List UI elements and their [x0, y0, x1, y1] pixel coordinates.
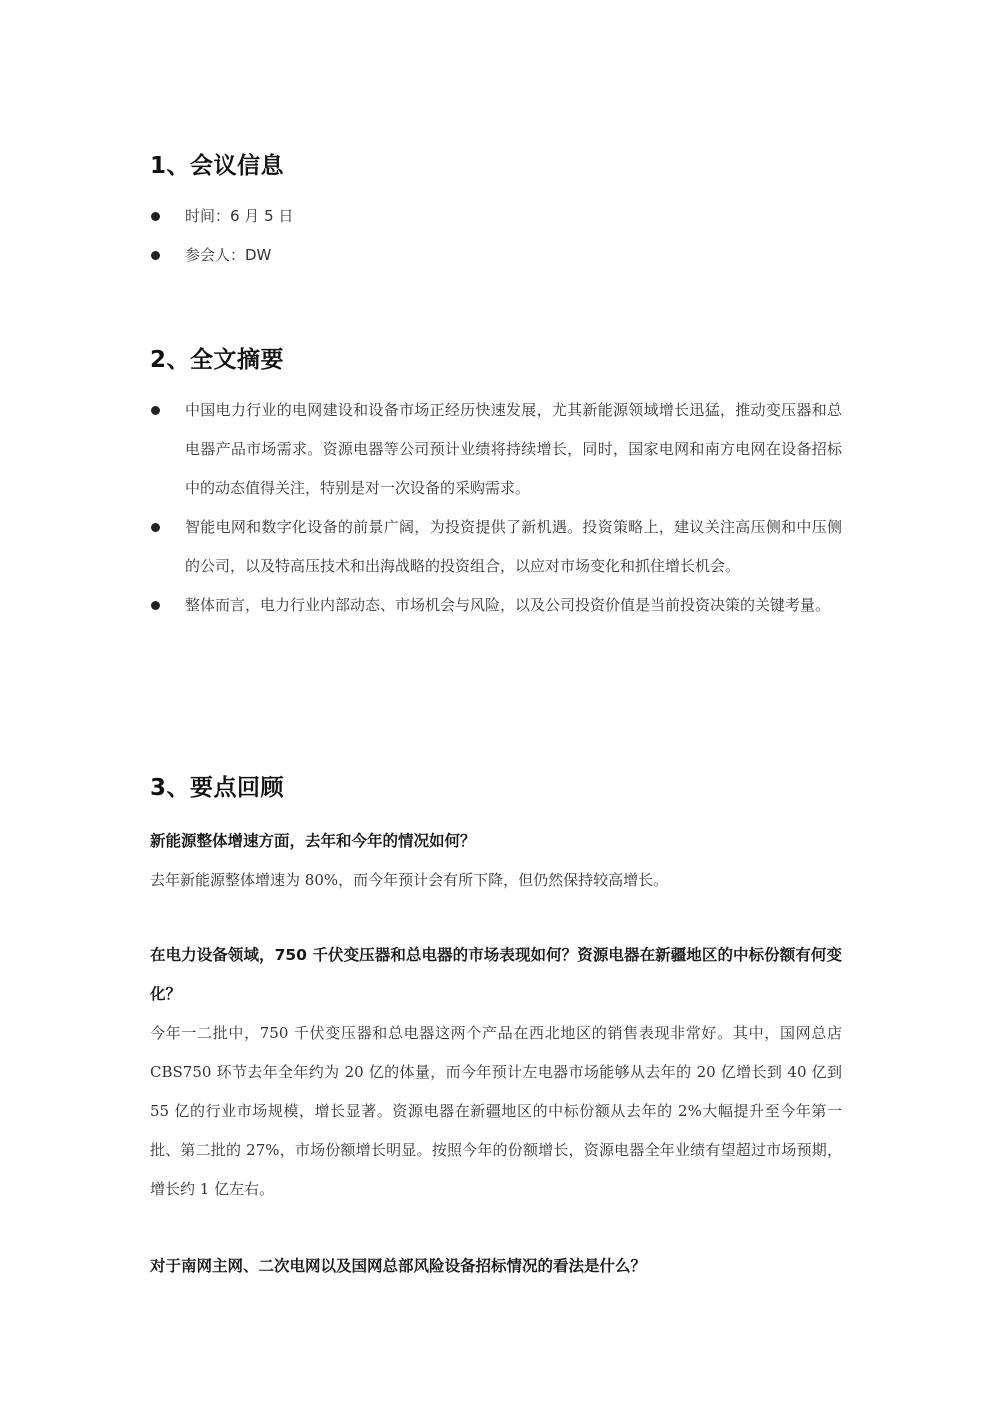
section-title-summary: 2、全文摘要	[150, 347, 285, 373]
list-item	[150, 236, 842, 275]
qa-block	[150, 1247, 842, 1286]
list-item	[150, 508, 842, 586]
list-item	[150, 391, 842, 508]
summary-paragraph: 整体而言，电力行业内部动态、市场机会与风险，以及公司投资价值是当前投资决策的关键考量。	[185, 596, 831, 614]
answer: 今年一二批中，750 千伏变压器和总电器这两个产品在西北地区的销售表现非常好。其中，国网总店 CBS750 环节去年全年约为 20 亿的体量，而今年预计左电器市场能够从去年的 20 亿增长到 40 亿到 55 亿的行业市场规模，增长显著。资源电器在新疆地区的中标份额从去年的 2%大幅提升至今年第一批、第二批的 27%，市场份额增长明显。按照今年的份额增长，资源电器全年业绩有望超过市场预期，增长约 1 亿左右。	[150, 1024, 842, 1198]
question: 新能源整体增速方面，去年和今年的情况如何？	[150, 832, 476, 850]
meeting-info-list	[150, 197, 842, 275]
answer: 去年新能源整体增速为 80%，而今年预计会有所下降，但仍然保持较高增长。	[150, 871, 669, 889]
section-title-key-points: 3、要点回顾	[150, 775, 285, 801]
qa-block	[150, 822, 842, 900]
summary-paragraph: 中国电力行业的电网建设和设备市场正经历快速发展，尤其新能源领域增长迅猛，推动变压器和总电器产品市场需求。资源电器等公司预计业绩将持续增长，同时，国家电网和南方电网在设备招标中的动态值得关注，特别是对一次设备的采购需求。	[185, 401, 842, 497]
question: 在电力设备领域，750 千伏变压器和总电器的市场表现如何？资源电器在新疆地区的中标份额有何变化？	[150, 946, 842, 1003]
question: 对于南网主网、二次电网以及国网总部风险设备招标情况的看法是什么？	[150, 1257, 647, 1275]
bullet-icon	[151, 523, 160, 532]
bullet-icon	[151, 212, 160, 221]
list-item	[150, 586, 842, 625]
meeting-time: 时间：6 月 5 日	[185, 207, 294, 225]
qa-block	[150, 936, 842, 1209]
meeting-attendees: 参会人：DW	[185, 246, 272, 264]
bullet-icon	[151, 601, 160, 610]
summary-list	[150, 391, 842, 625]
bullet-icon	[151, 406, 160, 415]
section-title-meeting-info: 1、会议信息	[150, 153, 285, 179]
list-item	[150, 197, 842, 236]
bullet-icon	[151, 251, 160, 260]
summary-paragraph: 智能电网和数字化设备的前景广阔，为投资提供了新机遇。投资策略上，建议关注高压侧和中压侧的公司，以及特高压技术和出海战略的投资组合，以应对市场变化和抓住增长机会。	[185, 518, 842, 575]
